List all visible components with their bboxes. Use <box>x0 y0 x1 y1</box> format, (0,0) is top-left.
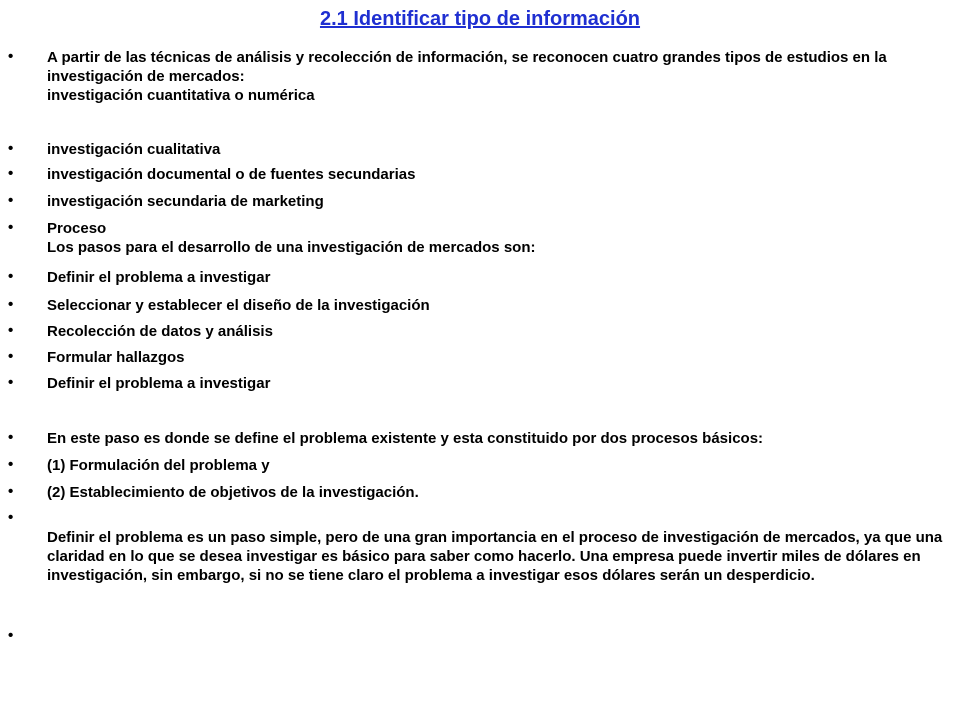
list-item-line: Seleccionar y establecer el diseño de la investigación <box>47 297 430 314</box>
list-item-text <box>47 429 952 448</box>
bullet-icon: • <box>8 429 14 446</box>
list-item-text <box>47 374 952 393</box>
bullet-icon: • <box>8 268 14 285</box>
list-item-line: Definir el problema a investigar <box>47 375 271 392</box>
list-item-line: (1) Formulación del problema y <box>47 457 270 474</box>
list-item-text <box>47 192 952 211</box>
list-item-line: investigación cualitativa <box>47 141 221 158</box>
list-item-line: Proceso <box>47 220 107 237</box>
list-item-text <box>47 219 952 257</box>
bullet-icon: • <box>8 509 14 526</box>
list-item-text <box>47 165 952 184</box>
list-item-line: investigación cuantitativa o numérica <box>47 87 315 104</box>
list-item-line: A partir de las técnicas de análisis y recolección de información, se reconocen cuatro grandes tipos de estudios en la <box>47 49 887 66</box>
list-item-text <box>47 456 952 475</box>
list-item-text <box>47 348 952 367</box>
bullet-icon: • <box>8 483 14 500</box>
list-item-text <box>47 140 952 159</box>
list-item-text <box>47 48 952 105</box>
list-item-line: investigación secundaria de marketing <box>47 193 324 210</box>
bullet-icon: • <box>8 192 14 209</box>
list-item-text <box>47 483 952 502</box>
list-item-text <box>47 268 952 287</box>
list-item-paragraph: Definir el problema es un paso simple, pero de una gran importancia en el proceso de investigación de mercados, ya que una claridad en lo que se desea investigar es básico para saber como hacerlo. Una empresa puede invertir miles de dólares en investigación, sin embargo, si no se tiene claro el problema a investigar esos dólares serán un desperdicio. <box>47 529 943 584</box>
list-item-line: Recolección de datos y análisis <box>47 323 273 340</box>
list-item-text <box>47 296 952 315</box>
list-item-text <box>47 322 952 341</box>
page-title[interactable]: 2.1 Identificar tipo de información <box>319 8 641 30</box>
list-item-line: En este paso es donde se define el problema existente y esta constituido por dos procesos básicos: <box>47 430 764 447</box>
bullet-icon: • <box>8 219 14 236</box>
bullet-icon: • <box>8 322 14 339</box>
bullet-icon: • <box>8 456 14 473</box>
bullet-icon: • <box>8 348 14 365</box>
bullet-icon: • <box>8 140 14 157</box>
bullet-icon: • <box>8 165 14 182</box>
list-item-line: Definir el problema a investigar <box>47 269 271 286</box>
list-item-line: investigación de mercados: <box>47 68 245 85</box>
bullet-icon: • <box>8 296 14 313</box>
list-item-line: investigación documental o de fuentes secundarias <box>47 166 416 183</box>
list-item-line: Los pasos para el desarrollo de una investigación de mercados son: <box>47 239 536 256</box>
list-item-line: Formular hallazgos <box>47 349 185 366</box>
bullet-icon: • <box>8 48 14 65</box>
list-item-text <box>47 509 952 585</box>
bullet-icon: • <box>8 374 14 391</box>
bullet-icon: • <box>8 627 14 644</box>
list-item-line: (2) Establecimiento de objetivos de la investigación. <box>47 484 419 501</box>
